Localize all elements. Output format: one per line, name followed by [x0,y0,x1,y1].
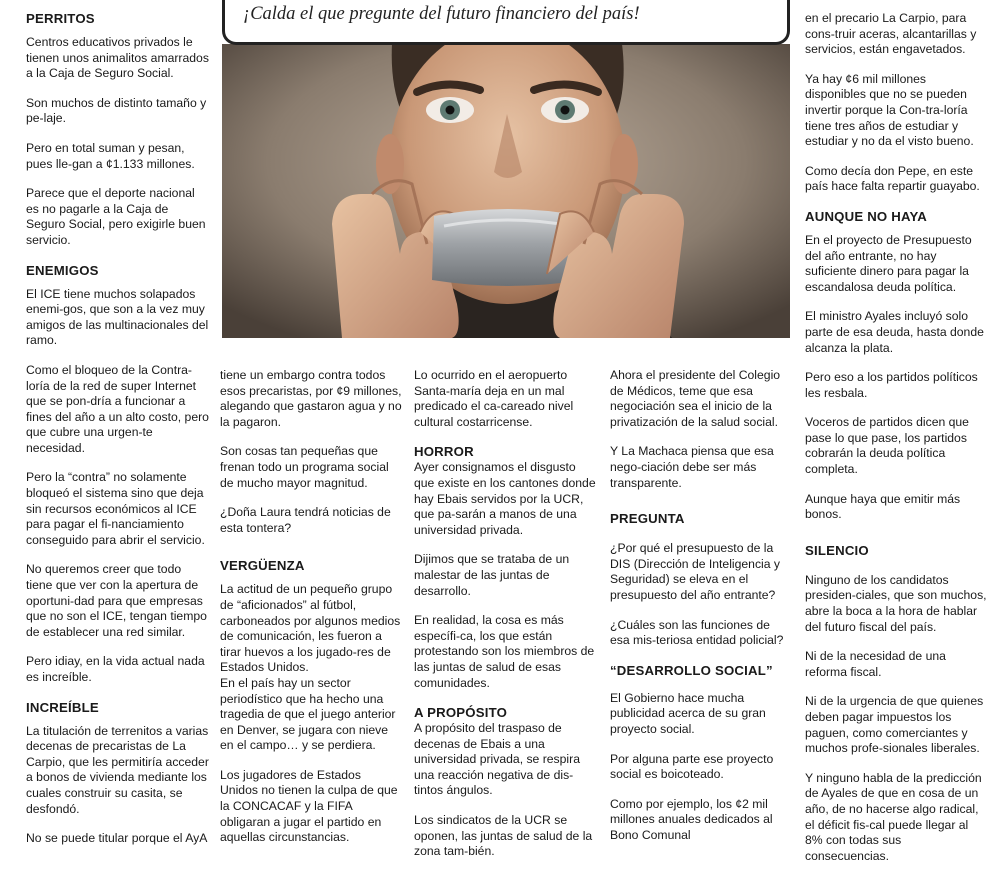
paragraph: ¿Por qué el presupuesto de la DIS (Dirección de Inteligencia y Seguridad) se eleva en el presupuesto del año entrante? [610,541,781,602]
paragraph: Ninguno de los candidatos presiden-ciales, que son muchos, abre la boca a la hora de hablar del futuro fiscal del país. [805,572,987,634]
paragraph: Pero la “contra” no solamente bloqueó el sistema sino que deja sin recursos económicos al ICE para pagar el fi-nanciamiento conseguido para abrir el servicio. [26,470,205,547]
paragraph: En el país hay un sector periodístico que ha hecho una tragedia de que el juego anterior en Denver, se jugara con nieve en el campo… y se perdiera. [220,675,396,753]
column-3 [414,368,596,874]
section-heading: VERGÜENZA [220,558,305,574]
paragraph: Centros educativos privados le tienen unos animalitos amarrados a la Caja de Seguro Social. [26,35,209,81]
paragraph: Ahora el presidente del Colegio de Médicos, teme que esa negociación sea el inicio de la privatización de la salud social. [610,368,781,429]
paragraph: Son cosas tan pequeñas que frenan todo un programa social de mucho mayor magnitud. [220,444,389,490]
paragraph: No se puede titular porque el AyA [26,831,208,846]
paragraph: No queremos creer que todo tiene que ver con la apertura de oportuni-dad para que empresas que no son el ICE, tengan tiempo de establecer una red similar. [26,562,207,639]
column-5 [805,11,987,878]
section-heading: ENEMIGOS [26,262,99,278]
taped-mouth-photo [222,44,790,338]
paragraph: En el proyecto de Presupuesto del año entrante, no hay suficiente dinero para pagar la escandalosa deuda política. [805,232,972,294]
headline-quote: ¡Calda el que pregunte del futuro financiero del país! [243,4,640,24]
paragraph: Pero en total suman y pesan, pues lle-gan a ¢1.133 millones. [26,140,195,171]
column-4 [610,368,792,857]
paragraph: Los sindicatos de la UCR se oponen, las juntas de salud de la zona tam-bién. [414,813,593,859]
section-heading: INCREÍBLE [26,699,99,715]
paragraph: Ya hay ¢6 mil millones disponibles que no se pueden invertir porque la Con-tra-loría tiene tres años de estudiar y estudiar y no da el visto bueno. [805,71,974,149]
paragraph: Lo ocurrido en el aeropuerto Santa-maría deja en un mal predicado el ca-careado nivel cultural costarricense. [414,368,574,429]
section-heading: AUNQUE NO HAYA [805,208,928,224]
paragraph: tiene un embargo contra todos esos precaristas, por ¢9 millones, alegando que gastaron agua y no la pagaron. [220,368,402,429]
paragraph: La titulación de terrenitos a varias decenas de precaristas de La Carpio, que les permitiría acceder a bonos de vivienda mediante los cuales construir su casita, se desfondó. [26,723,209,816]
paragraph: ¿Doña Laura tendrá noticias de esta tontera? [220,505,391,535]
paragraph: en el precario La Carpio, para cons-truir aceras, alcantarillas y servicios, están engavetados. [805,11,977,57]
section-heading: HORROR [414,444,474,460]
paragraph: Como decía don Pepe, en este país hace falta repartir guayabo. [805,163,980,194]
headline-quote-box [222,0,790,45]
paragraph: Voceros de partidos dicen que pase lo que pase, los partidos cobrarán la deuda política completa. [805,415,969,477]
paragraph: Ni de la urgencia de que quienes deben pagar impuestos los paguen, como comerciantes y muchos profe-sionales liberales. [805,694,984,756]
paragraph: Y ninguno habla de la predicción de Ayales de que en cosa de un año, de no hacerse algo radical, el déficit fis-cal puede llegar al 8% con todas sus consecuencias. [805,770,982,863]
column-1 [26,11,210,861]
paragraph: Como el bloqueo de la Contra-loría de la red de super Internet que se pon-dría a funcionar a fines del año a un alto costo, pero que cubre una urgen-te necesidad. [26,362,209,455]
paragraph: La actitud de un pequeño grupo de “aficionados” al fútbol, carboneados por algunos medios de comunicación, les fueron a tirar huevos a los jugado-res de Estados Unidos. [220,582,401,675]
paragraph: ¿Cuáles son las funciones de esa mis-teriosa entidad policial? [610,617,784,648]
section-heading: PREGUNTA [610,511,685,527]
paragraph: El Gobierno hace mucha publicidad acerca de su gran proyecto social. [610,690,766,736]
paragraph: Ayer consignamos el disgusto que existe en los cantones donde hay Ebais servidos por la UCR, que pa-sarán a manos de una universidad privada. [414,460,596,537]
paragraph: Los jugadores de Estados Unidos no tienen la culpa de que la CONCACAF y la FIFA obligaran a jugar el partido en aquellas circunstancias. [220,767,398,845]
column-2 [220,368,402,860]
section-heading: PERRITOS [26,11,95,26]
paragraph: Por alguna parte ese proyecto social es boicoteado. [610,751,774,782]
paragraph: A propósito del traspaso de decenas de Ebais a una universidad privada, se respira una reacción negativa de dis-tintos ángulos. [414,721,580,798]
paragraph: El ministro Ayales incluyó solo parte de esa deuda, hasta donde alcanza la plata. [805,309,984,355]
paragraph: Y La Machaca piensa que esa nego-ciación debe ser más transparente. [610,444,774,490]
paragraph: Son muchos de distinto tamaño y pe-laje. [26,95,207,126]
paragraph: En realidad, la cosa es más específi-ca, los que están protestando son los miembros de las juntas de salud de esas comunidades. [414,613,595,690]
paragraph: Pero idiay, en la vida actual nada es increíble. [26,654,205,684]
section-heading: A PROPÓSITO [414,705,508,721]
section-heading: “DESARROLLO SOCIAL” [610,662,773,678]
paragraph: Aunque haya que emitir más bonos. [805,491,961,522]
paragraph: Pero eso a los partidos políticos les resbala. [805,370,978,400]
paragraph: Ni de la necesidad de una reforma fiscal. [805,649,946,679]
paragraph: El ICE tiene muchos solapados enemi-gos, que son a la vez muy amigos de las multinacionales del ramo. [26,286,209,348]
section-heading: SILENCIO [805,542,869,558]
paragraph: Dijimos que se trataba de un malestar de las juntas de desarrollo. [414,552,570,598]
paragraph: Como por ejemplo, los ¢2 mil millones anuales dedicados al Bono Comunal [610,796,773,842]
paragraph: Parece que el deporte nacional es no pagarle a la Caja de Seguro Social, pero exigirle buen servicio. [26,186,206,247]
